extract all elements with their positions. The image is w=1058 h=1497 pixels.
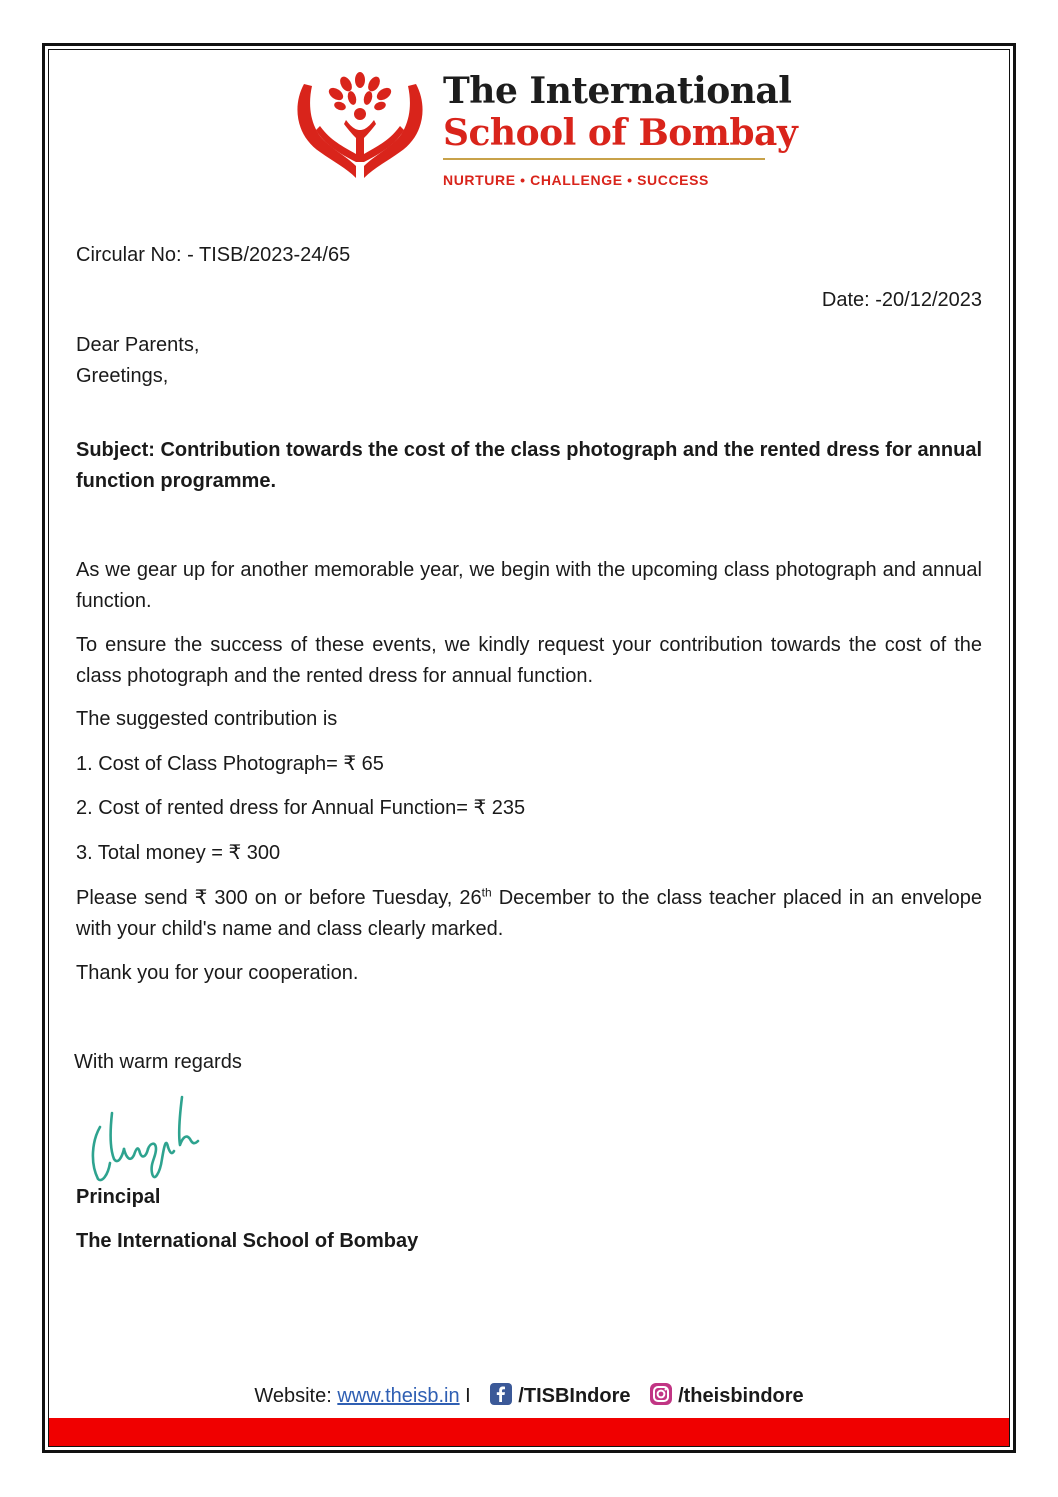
principal-signature [86, 1093, 206, 1185]
payment-instruction-start: Please send ₹ 300 on or before Tuesday, 26 [76, 887, 482, 909]
subject-line: Subject: Contribution towards the cost of the class photograph and the rented dress for annual function programme. [76, 439, 982, 492]
school-name-line2: School of Bombay [443, 112, 798, 154]
salutation-greetings: Greetings, [76, 365, 169, 387]
payment-instruction-end: December to the class teacher placed in an envelope with your child's name and class clearly marked. [76, 887, 983, 940]
school-letterhead [290, 70, 798, 195]
letter-footer [0, 1383, 1058, 1411]
date-ordinal-suffix: th [481, 885, 492, 900]
contribution-item: 3. Total money = ₹ 300 [76, 842, 281, 864]
signatory-organization: The International School of Bombay [76, 1230, 419, 1252]
body-paragraph-2: To ensure the success of these events, we kindly request your contribution towards the cost of the class photograph and the rented dress for annual function. [76, 634, 982, 687]
circular-number: Circular No: - TISB/2023-24/65 [76, 244, 351, 266]
closing-regards: With warm regards [74, 1051, 242, 1073]
website-link[interactable]: www.theisb.in [337, 1385, 460, 1407]
footer-separator: I [465, 1385, 471, 1407]
contribution-item: 1. Cost of Class Photograph= ₹ 65 [76, 753, 384, 775]
school-name-line1: The International [443, 70, 792, 112]
instagram-handle[interactable]: /theisbindore [678, 1385, 804, 1407]
salutation-dear: Dear Parents, [76, 334, 200, 356]
facebook-handle[interactable]: /TISBIndore [518, 1385, 631, 1407]
website-label: Website: [254, 1385, 338, 1407]
footer-red-bar [49, 1418, 1009, 1446]
circular-date: Date: -20/12/2023 [821, 289, 982, 311]
instagram-icon [650, 1383, 672, 1411]
body-paragraph-4 [76, 883, 982, 945]
contribution-item: 2. Cost of rented dress for Annual Function= ₹ 235 [76, 797, 526, 819]
emblem-logo [290, 70, 430, 182]
school-tagline: NURTURE • CHALLENGE • SUCCESS [443, 172, 709, 188]
body-paragraph-5: Thank you for your cooperation. [76, 962, 359, 984]
body-paragraph-1: As we gear up for another memorable year, we begin with the upcoming class photograph and annual function. [76, 559, 982, 612]
facebook-icon [490, 1383, 512, 1411]
signatory-title: Principal [76, 1186, 161, 1208]
letterhead-divider [443, 158, 765, 160]
body-paragraph-3: The suggested contribution is [76, 708, 338, 730]
